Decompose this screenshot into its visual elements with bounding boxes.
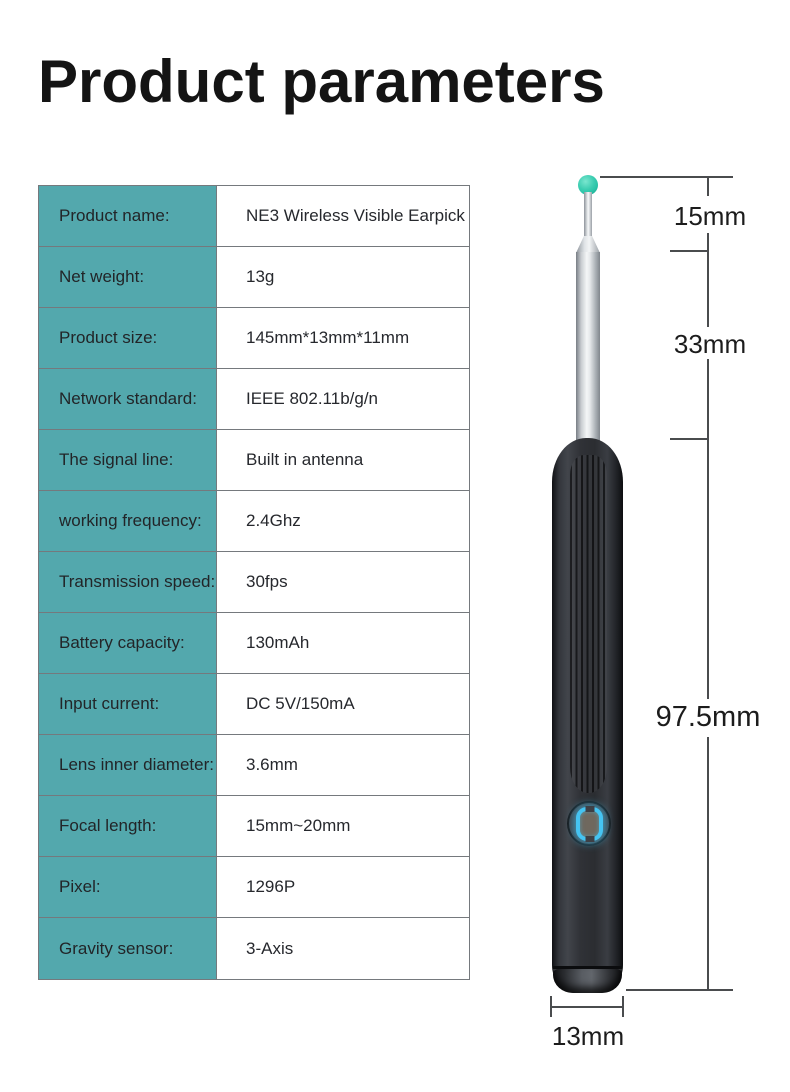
page-title: Product parameters: [38, 48, 605, 115]
spec-row: [39, 918, 469, 979]
probe-neck: [584, 192, 592, 238]
ring-notch-bottom: [585, 836, 594, 842]
spec-row: [39, 186, 469, 247]
power-ring-icon: [576, 807, 603, 841]
dim-width-line: [551, 1006, 624, 1008]
spec-value: 130mAh: [217, 613, 469, 673]
spec-row: [39, 247, 469, 308]
spec-table: [38, 185, 470, 980]
bottom-cap: [553, 969, 622, 993]
spec-value: 1296P: [217, 857, 469, 917]
spec-row: [39, 430, 469, 491]
spec-value: 3.6mm: [217, 735, 469, 795]
dim-vline-seg: [707, 177, 709, 196]
spec-label: Battery capacity:: [39, 613, 217, 673]
spec-label: Pixel:: [39, 857, 217, 917]
spec-value: 13g: [217, 247, 469, 307]
spec-label: Input current:: [39, 674, 217, 734]
dim-tick-tip-bottom: [670, 250, 709, 252]
dim-label-shaft-length: 33mm: [673, 329, 747, 359]
spec-label: Network standard:: [39, 369, 217, 429]
spec-row: [39, 613, 469, 674]
camera-shaft: [576, 252, 600, 444]
spec-value: 145mm*13mm*11mm: [217, 308, 469, 368]
spec-label: working frequency:: [39, 491, 217, 551]
spec-label: Product name:: [39, 186, 217, 246]
spec-label: Gravity sensor:: [39, 918, 217, 979]
dim-label-body-length: 97.5mm: [655, 701, 761, 733]
dim-tick-body-top: [670, 438, 709, 440]
spec-value: 2.4Ghz: [217, 491, 469, 551]
spec-value: 3-Axis: [217, 918, 469, 979]
dim-label-tip-length: 15mm: [673, 201, 747, 231]
spec-row: [39, 674, 469, 735]
dim-tick-body-bottom: [626, 989, 733, 991]
grip-ridges: [570, 455, 607, 793]
dim-vline-seg: [707, 233, 709, 327]
spec-value: 30fps: [217, 552, 469, 612]
spec-row: [39, 796, 469, 857]
spec-row: [39, 857, 469, 918]
probe-flare: [576, 236, 600, 253]
spec-label: Lens inner diameter:: [39, 735, 217, 795]
spec-value: IEEE 802.11b/g/n: [217, 369, 469, 429]
spec-value: NE3 Wireless Visible Earpick: [217, 186, 469, 246]
spec-value: Built in antenna: [217, 430, 469, 490]
spec-row: [39, 552, 469, 613]
spec-label: Focal length:: [39, 796, 217, 856]
spec-value: DC 5V/150mA: [217, 674, 469, 734]
spec-row: [39, 369, 469, 430]
spec-label: Net weight:: [39, 247, 217, 307]
dim-vline-seg: [707, 737, 709, 990]
dim-label-body-width: 13mm: [551, 1021, 625, 1051]
spec-value: 15mm~20mm: [217, 796, 469, 856]
dim-width-tick-left: [550, 996, 552, 1017]
spec-label: Product size:: [39, 308, 217, 368]
dim-tick-tip-top: [600, 176, 733, 178]
dim-vline-seg: [707, 359, 709, 699]
spec-label: Transmission speed:: [39, 552, 217, 612]
ring-notch-top: [585, 806, 594, 812]
spec-row: [39, 308, 469, 369]
spec-row: [39, 491, 469, 552]
spec-row: [39, 735, 469, 796]
spec-label: The signal line:: [39, 430, 217, 490]
dim-width-tick-right: [622, 996, 624, 1017]
